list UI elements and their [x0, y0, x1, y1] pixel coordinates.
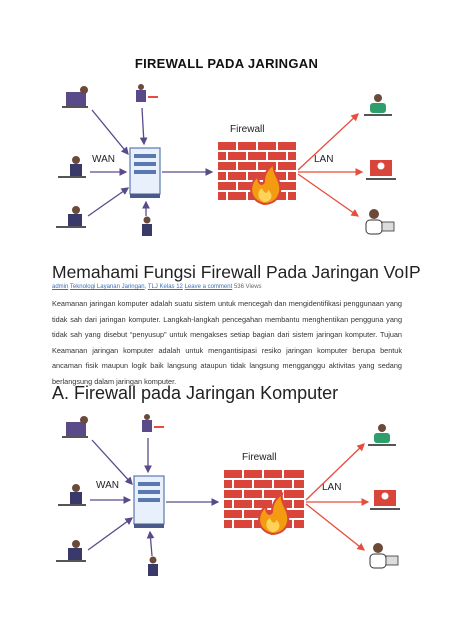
firewall-label: Firewall — [242, 452, 277, 463]
firewall-network-diagram — [52, 84, 402, 254]
user-icon — [58, 156, 86, 178]
user-icon — [366, 160, 396, 180]
category-link[interactable]: TLJ Kelas 12 — [147, 284, 183, 290]
page-title: FIREWALL PADA JARINGAN — [134, 56, 319, 71]
user-icon — [366, 209, 394, 234]
user-icon — [56, 206, 86, 228]
user-icon — [368, 424, 396, 446]
views-count: 536 Views — [233, 284, 262, 290]
user-icon — [58, 484, 86, 506]
user-icon — [142, 414, 164, 432]
article-title: Memahami Fungsi Firewall Pada Jaringan VoIP — [52, 262, 421, 282]
user-icon — [364, 94, 392, 116]
user-icon — [148, 557, 158, 577]
server-icon — [134, 476, 164, 528]
firewall-network-diagram — [52, 414, 402, 590]
category-link[interactable]: Teknologi Layanan Jaringan — [69, 284, 145, 290]
wan-label: WAN — [96, 480, 119, 491]
user-icon — [142, 217, 152, 237]
lan-label: LAN — [322, 482, 342, 493]
article-body: Keamanan jaringan komputer adalah suatu sistem untuk mencegah dan mengidentifikasi penggunaan yang tidak sah dari jaringan komputer. Langkah-langkah pencegahan membantu menghentikan pengguna yang tidak sah yang disebut “penyusup” untuk mengakses setiap bagian dari sistem jaringan komputer. Tujuan Keamanan jaringan komputer adalah untuk mengantisipasi resiko jaringan komputer berupa bentuk ancaman fisik maupun logik baik langsung ataupun tidak langsung mengganggu aktivitas yang sedang berlangsung dalam jaringan komputer. — [52, 299, 402, 386]
author-link[interactable]: admin — [52, 284, 69, 290]
user-icon — [370, 543, 398, 568]
user-icon — [370, 490, 400, 510]
lan-label: LAN — [314, 154, 334, 165]
firewall-label: Firewall — [230, 124, 265, 135]
user-icon — [136, 84, 158, 102]
user-icon — [62, 86, 88, 108]
server-icon — [130, 148, 160, 198]
user-icon — [62, 416, 88, 438]
section-heading: A. Firewall pada Jaringan Komputer — [52, 383, 339, 403]
post-meta: admin Teknologi Layanan Jaringan, TLJ Kelas 12 Leave a comment 536 Views — [52, 284, 262, 290]
comment-link[interactable]: Leave a comment — [184, 284, 233, 290]
wan-label: WAN — [92, 154, 115, 165]
user-icon — [56, 540, 86, 562]
